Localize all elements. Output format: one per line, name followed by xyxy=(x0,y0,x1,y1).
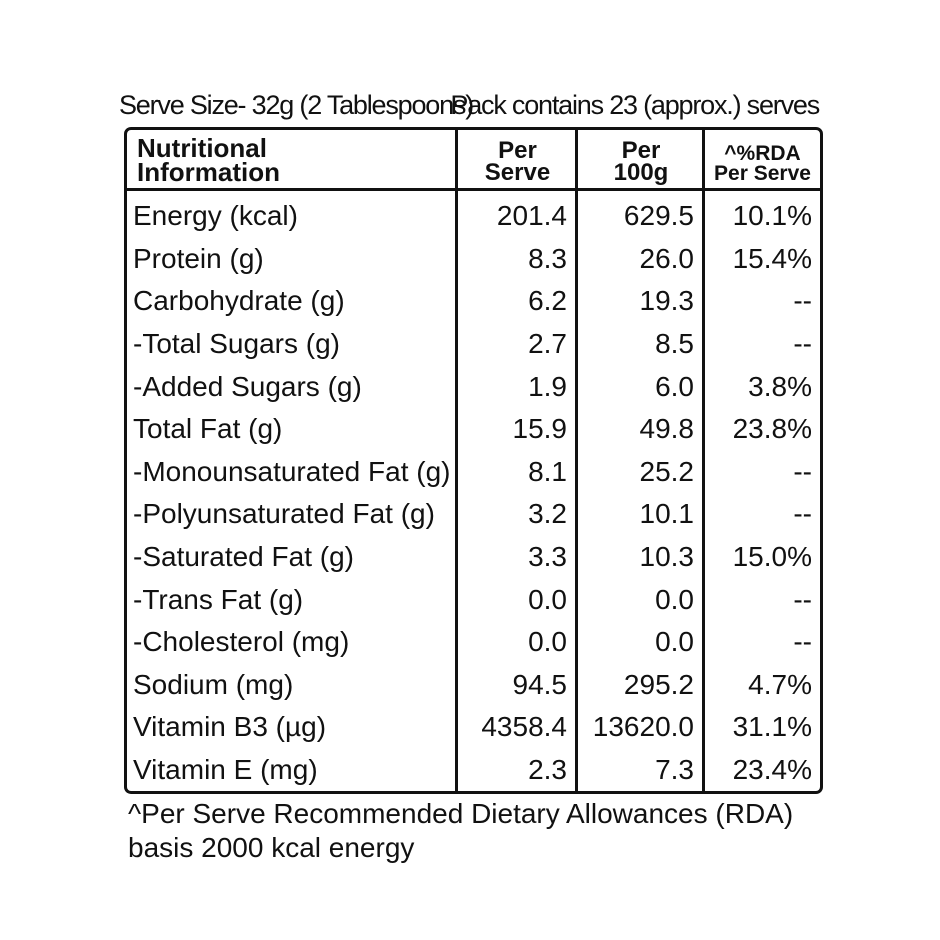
per-100g-cell: 0.0 xyxy=(578,621,705,664)
header-per-serve: Per Serve xyxy=(458,130,578,191)
nutrient-name-cell: Total Fat (g) xyxy=(127,408,458,451)
table-row xyxy=(127,408,820,451)
table-row xyxy=(127,493,820,536)
per-serve-cell: 15.9 xyxy=(458,408,578,451)
serving-info xyxy=(119,88,819,126)
pack-contains-text: Pack contains 23 (approx.) serves xyxy=(450,90,819,120)
rda-cell: -- xyxy=(793,498,812,530)
per-100g-cell: 8.5 xyxy=(578,323,705,366)
rda-cell: -- xyxy=(793,455,812,487)
rda-footnote xyxy=(128,797,828,865)
rda-cell: 31.1% xyxy=(732,711,812,743)
nutrient-name-cell: -Cholesterol (mg) xyxy=(127,621,458,664)
per-serve-cell: 4358.4 xyxy=(458,706,578,749)
table-row xyxy=(127,365,820,408)
footnote-line-2: basis 2000 kcal energy xyxy=(128,832,415,863)
per-serve-cell: 8.1 xyxy=(458,451,578,494)
rda-cell: -- xyxy=(793,626,812,658)
rda-cell: -- xyxy=(793,285,812,317)
footnote-line-1: ^Per Serve Recommended Dietary Allowances (RDA) xyxy=(128,798,794,829)
per-serve-cell: 2.7 xyxy=(458,323,578,366)
per-100g-cell: 7.3 xyxy=(578,749,705,792)
table-row xyxy=(127,749,820,792)
rda-cell: 3.8% xyxy=(748,370,812,402)
rda-cell: -- xyxy=(793,328,812,360)
per-serve-cell: 3.3 xyxy=(458,536,578,579)
nutrition-facts-table xyxy=(124,127,823,794)
table-row xyxy=(127,621,820,664)
nutrient-name-cell: Sodium (mg) xyxy=(127,664,458,707)
nutrient-name-cell: -Monounsaturated Fat (g) xyxy=(127,451,458,494)
table-row xyxy=(127,191,820,238)
nutrient-name-cell: Protein (g) xyxy=(127,238,458,281)
nutrient-name-cell: Energy (kcal) xyxy=(127,191,458,238)
nutrient-name-cell: Carbohydrate (g) xyxy=(127,280,458,323)
per-100g-cell: 25.2 xyxy=(578,451,705,494)
per-100g-cell: 10.1 xyxy=(578,493,705,536)
per-100g-cell: 19.3 xyxy=(578,280,705,323)
per-100g-cell: 295.2 xyxy=(578,664,705,707)
table-row xyxy=(127,451,820,494)
per-100g-cell: 0.0 xyxy=(578,578,705,621)
per-serve-cell: 0.0 xyxy=(458,621,578,664)
serve-size-text: Serve Size- 32g (2 Tablespoons) xyxy=(119,90,474,120)
per-serve-cell: 2.3 xyxy=(458,749,578,792)
rda-cell: 23.4% xyxy=(732,754,812,786)
per-100g-cell: 49.8 xyxy=(578,408,705,451)
per-serve-cell: 3.2 xyxy=(458,493,578,536)
nutrient-name-cell: Vitamin E (mg) xyxy=(127,749,458,792)
rda-cell: -- xyxy=(793,583,812,615)
nutrient-name-cell: -Trans Fat (g) xyxy=(127,578,458,621)
table-row xyxy=(127,280,820,323)
per-serve-cell: 6.2 xyxy=(458,280,578,323)
nutrition-rows xyxy=(127,191,820,791)
rda-cell: 4.7% xyxy=(748,668,812,700)
per-serve-cell: 201.4 xyxy=(458,191,578,238)
per-100g-cell: 10.3 xyxy=(578,536,705,579)
per-serve-cell: 8.3 xyxy=(458,238,578,281)
per-100g-cell: 6.0 xyxy=(578,365,705,408)
table-row xyxy=(127,706,820,749)
per-serve-cell: 1.9 xyxy=(458,365,578,408)
table-row xyxy=(127,323,820,366)
table-row xyxy=(127,238,820,281)
per-serve-cell: 94.5 xyxy=(458,664,578,707)
nutrient-name-cell: -Added Sugars (g) xyxy=(127,365,458,408)
nutrient-name-cell: -Saturated Fat (g) xyxy=(127,536,458,579)
per-100g-cell: 13620.0 xyxy=(578,706,705,749)
per-serve-cell: 0.0 xyxy=(458,578,578,621)
table-row xyxy=(127,536,820,579)
table-header-row xyxy=(127,130,820,191)
nutrient-name-cell: -Total Sugars (g) xyxy=(127,323,458,366)
table-row xyxy=(127,664,820,707)
per-100g-cell: 629.5 xyxy=(578,191,705,238)
per-100g-cell: 26.0 xyxy=(578,238,705,281)
header-rda-per-serve: ^%RDA Per Serve xyxy=(705,130,820,191)
table-row xyxy=(127,578,820,621)
nutrition-label xyxy=(119,88,819,786)
rda-cell: 10.1% xyxy=(732,200,812,232)
nutrient-name-cell: Vitamin B3 (µg) xyxy=(127,706,458,749)
header-nutritional-information: Nutritional Information xyxy=(127,130,458,191)
nutrient-name-cell: -Polyunsaturated Fat (g) xyxy=(127,493,458,536)
rda-cell: 15.0% xyxy=(732,541,812,573)
rda-cell: 23.8% xyxy=(732,413,812,445)
rda-cell: 15.4% xyxy=(732,242,812,274)
header-per-100g: Per 100g xyxy=(578,130,705,191)
